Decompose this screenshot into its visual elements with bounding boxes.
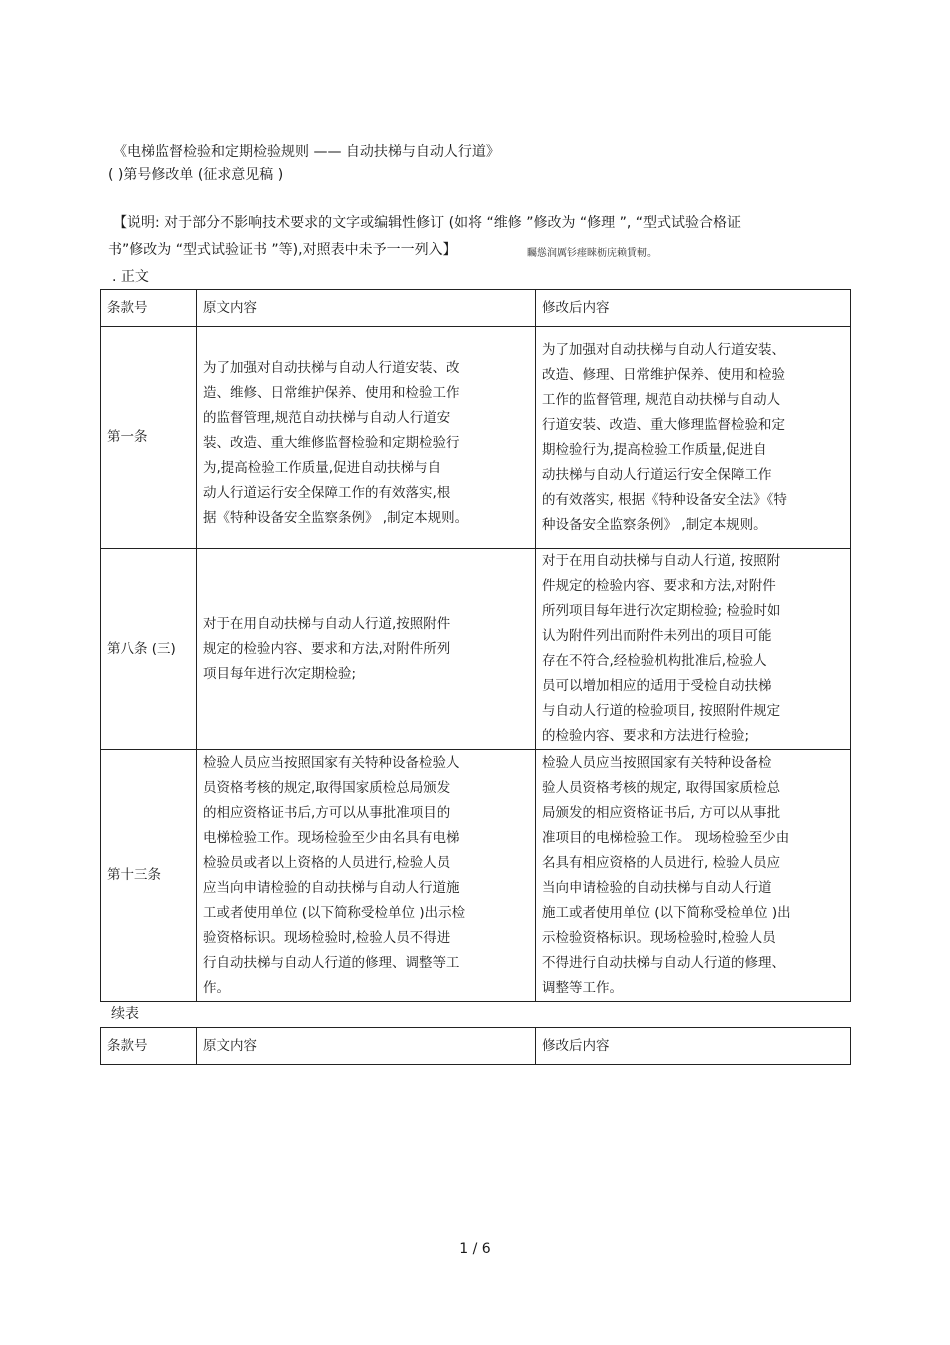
text-line: 当向申请检验的自动扶梯与自动人行道 (542, 879, 772, 896)
note-garbled-text: 矚慫润厲钐瘗睞枥庑赖賃軔。 (527, 248, 657, 259)
text-line: 存在不符合,经检验机构批准后,检验人 (542, 653, 767, 669)
clause-cell: 第八条 (三) (101, 549, 197, 750)
text-line: 调整等工作。 (542, 979, 623, 996)
text-line: 检验员或者以上资格的人员进行,检验人员 (203, 854, 451, 871)
text-line: 件规定的检验内容、要求和方法,对附件 (542, 578, 776, 594)
revised-text-cell (536, 327, 851, 549)
text-line: 不得进行自动扶梯与自动人行道的修理、 (542, 954, 785, 971)
text-line: 项目每年进行次定期检验; (203, 665, 357, 682)
document-subtitle: ( )第号修改单 (征求意见稿 ) (108, 167, 284, 183)
text-line: 检验人员应当按照国家有关特种设备检 (542, 754, 772, 771)
original-text-cell (197, 327, 536, 549)
continued-label: 续表 (111, 1006, 139, 1022)
clause-cell: 第一条 (101, 327, 197, 549)
text-line: 据《特种设备安全监察条例》 ,制定本规则。 (203, 510, 469, 526)
text-line: 名具有相应资格的人员进行, 检验人员应 (542, 854, 781, 871)
text-line: 种设备安全监察条例》 ,制定本规则。 (542, 516, 767, 533)
text-line: 的相应资格证书后,方可以从事批准项目的 (203, 804, 451, 821)
text-line: 造、维修、日常维护保养、使用和检验工作 (203, 385, 460, 401)
page-number: 1 / 6 (459, 1241, 491, 1257)
text-line: 为了加强对自动扶梯与自动人行道安装、改 (203, 360, 460, 376)
note-line-2: 书”修改为 “型式试验证书 ”等),对照表中未予一一列入】 (108, 242, 457, 258)
text-line: 动扶梯与自动人行道运行安全保障工作 (542, 466, 772, 483)
text-line: 装、改造、重大维修监督检验和定期检验行 (203, 435, 460, 451)
text-line: 准项目的电梯检验工作。 现场检验至少由 (542, 829, 790, 846)
text-line: 期检验行为,提高检验工作质量,促进自 (542, 441, 767, 458)
text-line: 行道安装、改造、重大修理监督检验和定 (542, 416, 785, 433)
header-revised: 修改后内容 (536, 1028, 851, 1065)
text-line: 规定的检验内容、要求和方法,对附件所列 (203, 640, 451, 657)
text-line: 示检验资格标识。现场检验时,检验人员 (542, 929, 776, 946)
text-line: 作。 (203, 979, 230, 996)
text-line: 改造、修理、日常维护保养、使用和检验 (542, 366, 785, 383)
text-line: 所列项目每年进行次定期检验; 检验时如 (542, 603, 781, 619)
text-line: 为了加强对自动扶梯与自动人行道安装、 (542, 341, 785, 358)
text-line: 工或者使用单位 (以下简称受检单位 )出示检 (203, 904, 466, 921)
text-line: 对于在用自动扶梯与自动人行道, 按照附 (542, 553, 781, 569)
table-row (101, 327, 851, 549)
text-line: 的有效落实, 根据《特种设备安全法》《特 (542, 491, 787, 508)
clause-cell: 第十三条 (101, 750, 197, 1002)
revised-text-cell (536, 750, 851, 1002)
text-line: 为,提高检验工作质量,促进自动扶梯与自 (203, 460, 442, 476)
note-line-1: 【说明: 对于部分不影响技术要求的文字或编辑性修订 (如将 “维修 ”修改为 “修理 ”, “型式试验合格证 (113, 215, 742, 231)
text-line: 的检验内容、要求和方法进行检验; (542, 728, 750, 744)
section-label: . 正文 (112, 269, 149, 285)
original-text-cell (197, 549, 536, 750)
header-clause: 条款号 (101, 1028, 197, 1065)
table-header-row (101, 1028, 851, 1065)
text-line: 认为附件列出而附件未列出的项目可能 (542, 628, 772, 644)
text-line: 应当向申请检验的自动扶梯与自动人行道施 (203, 879, 460, 896)
header-revised: 修改后内容 (536, 290, 851, 327)
header-original: 原文内容 (197, 290, 536, 327)
text-line: 局颁发的相应资格证书后, 方可以从事批 (542, 804, 781, 821)
text-line: 验人员资格考核的规定, 取得国家质检总 (542, 779, 781, 796)
original-text-cell (197, 750, 536, 1002)
text-line: 验资格标识。现场检验时,检验人员不得进 (203, 929, 451, 946)
text-line: 行自动扶梯与自动人行道的修理、调整等工 (203, 954, 460, 971)
header-clause: 条款号 (101, 290, 197, 327)
text-line: 动人行道运行安全保障工作的有效落实,根 (203, 485, 451, 501)
text-line: 员资格考核的规定,取得国家质检总局颁发 (203, 779, 451, 796)
table-header-row (101, 290, 851, 327)
text-line: 检验人员应当按照国家有关特种设备检验人 (203, 754, 460, 771)
comparison-table (100, 289, 851, 1002)
header-original: 原文内容 (197, 1028, 536, 1065)
text-line: 员可以增加相应的适用于受检自动扶梯 (542, 678, 772, 694)
table-row (101, 750, 851, 1002)
text-line: 的监督管理,规范自动扶梯与自动人行道安 (203, 410, 451, 426)
text-line: 施工或者使用单位 (以下简称受检单位 )出 (542, 904, 791, 921)
document-title: 《电梯监督检验和定期检验规则 —— 自动扶梯与自动人行道》 (113, 144, 500, 160)
text-line: 与自动人行道的检验项目, 按照附件规定 (542, 703, 781, 719)
continued-table (100, 1027, 851, 1065)
revised-text-cell (536, 549, 851, 750)
text-line: 对于在用自动扶梯与自动人行道,按照附件 (203, 615, 451, 632)
table-row (101, 549, 851, 750)
text-line: 工作的监督管理, 规范自动扶梯与自动人 (542, 391, 781, 408)
text-line: 电梯检验工作。现场检验至少由名具有电梯 (203, 829, 460, 846)
